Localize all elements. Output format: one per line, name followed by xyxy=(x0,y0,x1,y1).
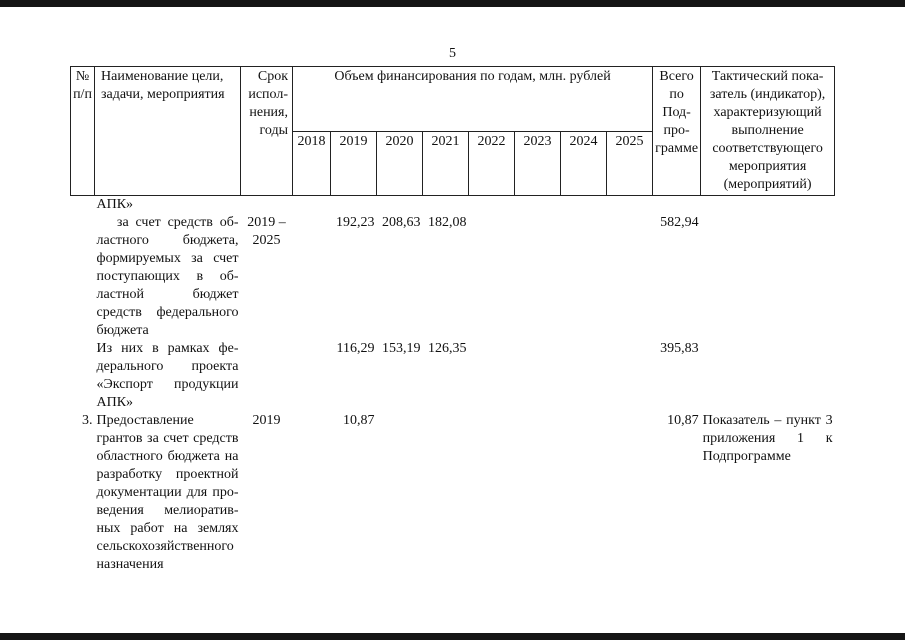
table-row xyxy=(71,196,835,215)
row-num xyxy=(71,340,95,412)
row-num: 3. xyxy=(82,413,93,428)
row-year-value xyxy=(561,340,607,412)
row-year-value xyxy=(469,340,515,412)
row-year-value xyxy=(607,196,653,215)
row-year-value xyxy=(515,214,561,340)
row-year-value xyxy=(293,196,331,215)
row-name: Из них в рамках федерального проекта «Экспорт продукции АПК» xyxy=(96,341,239,410)
header-year: 2018 xyxy=(293,131,331,196)
row-year-value xyxy=(607,340,653,412)
table-body xyxy=(71,196,835,575)
table-row xyxy=(71,214,835,340)
table-header xyxy=(71,67,835,196)
row-year-value xyxy=(377,412,423,574)
row-year-value xyxy=(607,214,653,340)
row-year-value: 126,35 xyxy=(428,341,467,356)
row-year-value xyxy=(293,340,331,412)
row-indicator xyxy=(701,340,835,412)
row-name: Предоставление грантов за счет средств областного бюджета на разработку проектной документации для проведения мелиоративных работ на землях сельскохозяйственного назначения xyxy=(96,413,239,572)
financing-table xyxy=(70,66,835,574)
header-year: 2024 xyxy=(561,131,607,196)
header-year: 2019 xyxy=(331,131,377,196)
header-year: 2022 xyxy=(469,131,515,196)
row-total: 10,87 xyxy=(667,413,699,428)
row-term xyxy=(241,196,293,215)
row-year-value: 153,19 xyxy=(382,341,421,356)
header-year: 2025 xyxy=(607,131,653,196)
header-total: Всего по Подпрограмме xyxy=(653,67,701,196)
row-indicator xyxy=(701,196,835,215)
row-year-value xyxy=(561,196,607,215)
row-year-value xyxy=(469,412,515,574)
row-year-value xyxy=(293,412,331,574)
header-year: 2023 xyxy=(515,131,561,196)
row-year-value xyxy=(331,196,377,215)
row-term: 2019 xyxy=(252,413,281,428)
row-year-value: 192,23 xyxy=(336,215,375,230)
row-total: 582,94 xyxy=(660,215,699,230)
row-indicator: Показатель – пункт 3 приложения 1 к Подпрограмме xyxy=(702,413,833,464)
row-name: за счет средств областного бюджета, формируемых за счет поступающих в областной бюджет средств федерального бюджета xyxy=(96,215,239,338)
header-year: 2021 xyxy=(423,131,469,196)
row-year-value xyxy=(469,214,515,340)
row-num xyxy=(71,196,95,215)
row-total xyxy=(653,196,701,215)
table-row xyxy=(71,340,835,412)
row-name: АПК» xyxy=(96,197,134,212)
row-indicator xyxy=(701,214,835,340)
header-funding-group: Объем финансирования по годам, млн. рублей xyxy=(293,67,653,132)
header-indicator: Тактический показатель (индикатор), характеризующий выполнение соответствующего мероприятия (мероприятий) xyxy=(701,67,835,196)
row-year-value xyxy=(293,214,331,340)
scan-edge-top xyxy=(0,0,905,7)
row-year-value xyxy=(561,412,607,574)
page-number: 5 xyxy=(449,46,456,61)
row-year-value: 10,87 xyxy=(343,413,375,428)
row-year-value: 182,08 xyxy=(428,215,467,230)
row-year-value xyxy=(377,196,423,215)
row-year-value: 116,29 xyxy=(336,341,375,356)
row-year-value xyxy=(561,214,607,340)
scan-edge-bottom xyxy=(0,633,905,640)
table-row xyxy=(71,412,835,574)
header-year: 2020 xyxy=(377,131,423,196)
row-year-value xyxy=(423,196,469,215)
row-year-value xyxy=(423,412,469,574)
header-name: Наименование цели, задачи, мероприятия xyxy=(95,67,241,196)
row-year-value xyxy=(607,412,653,574)
header-term: Срок исполнения, годы xyxy=(241,67,293,196)
header-num: № п/п xyxy=(71,67,95,196)
row-year-value xyxy=(515,196,561,215)
row-year-value: 208,63 xyxy=(382,215,421,230)
row-year-value xyxy=(515,340,561,412)
row-term xyxy=(241,340,293,412)
row-total: 395,83 xyxy=(660,341,699,356)
row-year-value xyxy=(469,196,515,215)
row-num xyxy=(71,214,95,340)
row-term: 2019 – 2025 xyxy=(247,215,286,248)
row-year-value xyxy=(515,412,561,574)
